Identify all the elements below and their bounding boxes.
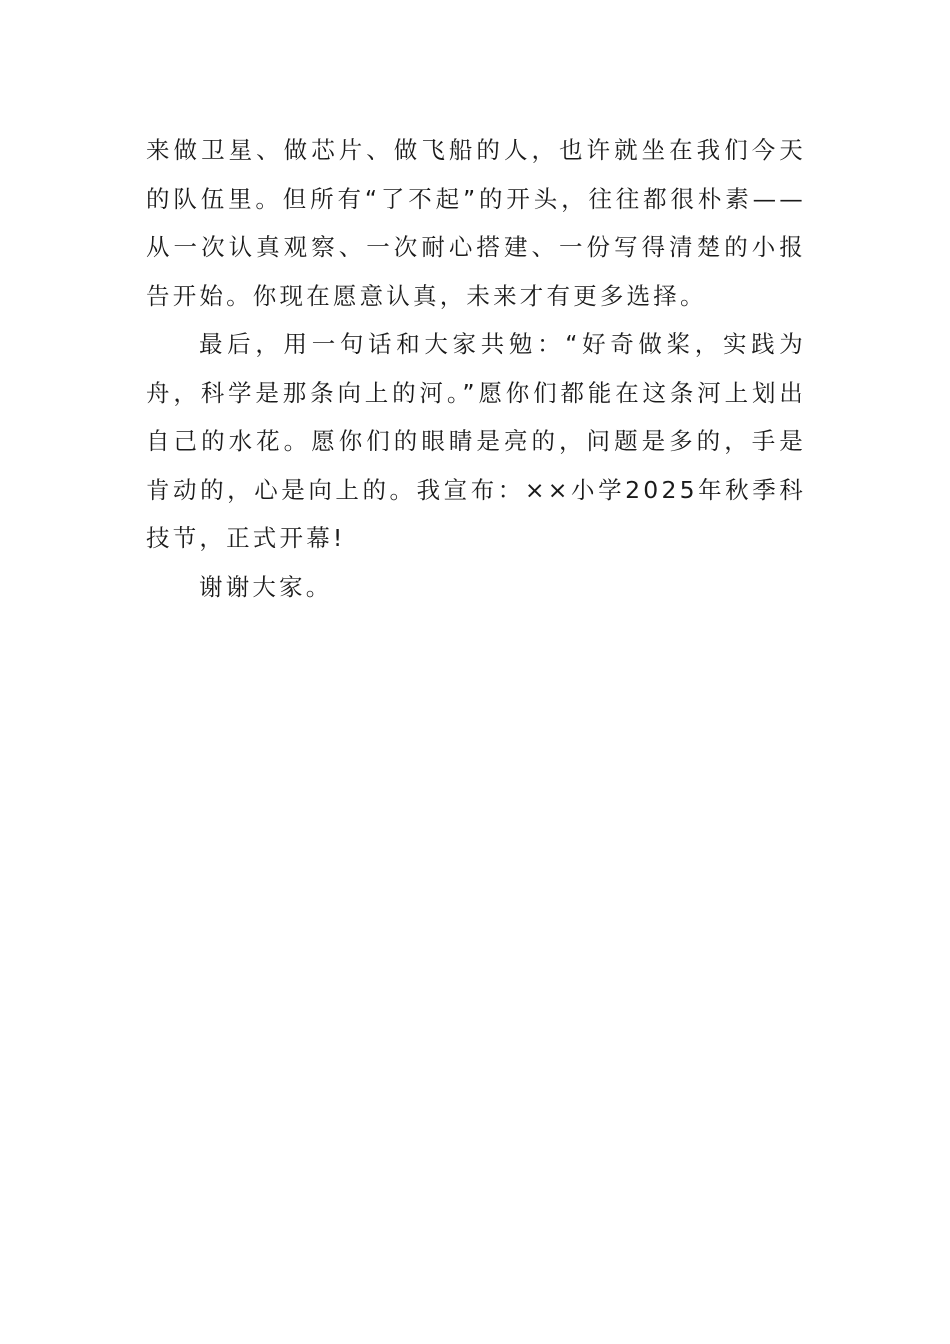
paragraph-closing-remarks: 最后，用一句话和大家共勉：“好奇做桨，实践为舟，科学是那条向上的河。”愿你们都能在这条河上划出自己的水花。愿你们的眼睛是亮的，问题是多的，手是肯动的，心是向上的。我宣布：××小学2025年秋季科技节，正式开幕! (146, 330, 806, 552)
speech-body (146, 126, 806, 611)
paragraph-thanks: 谢谢大家。 (199, 572, 333, 601)
paragraph-continuation: 来做卫星、做芯片、做飞船的人，也许就坐在我们今天的队伍里。但所有“了不起”的开头，往往都很朴素——从一次认真观察、一次耐心搭建、一份写得清楚的小报告开始。你现在愿意认真，未来才有更多选择。 (146, 136, 806, 310)
